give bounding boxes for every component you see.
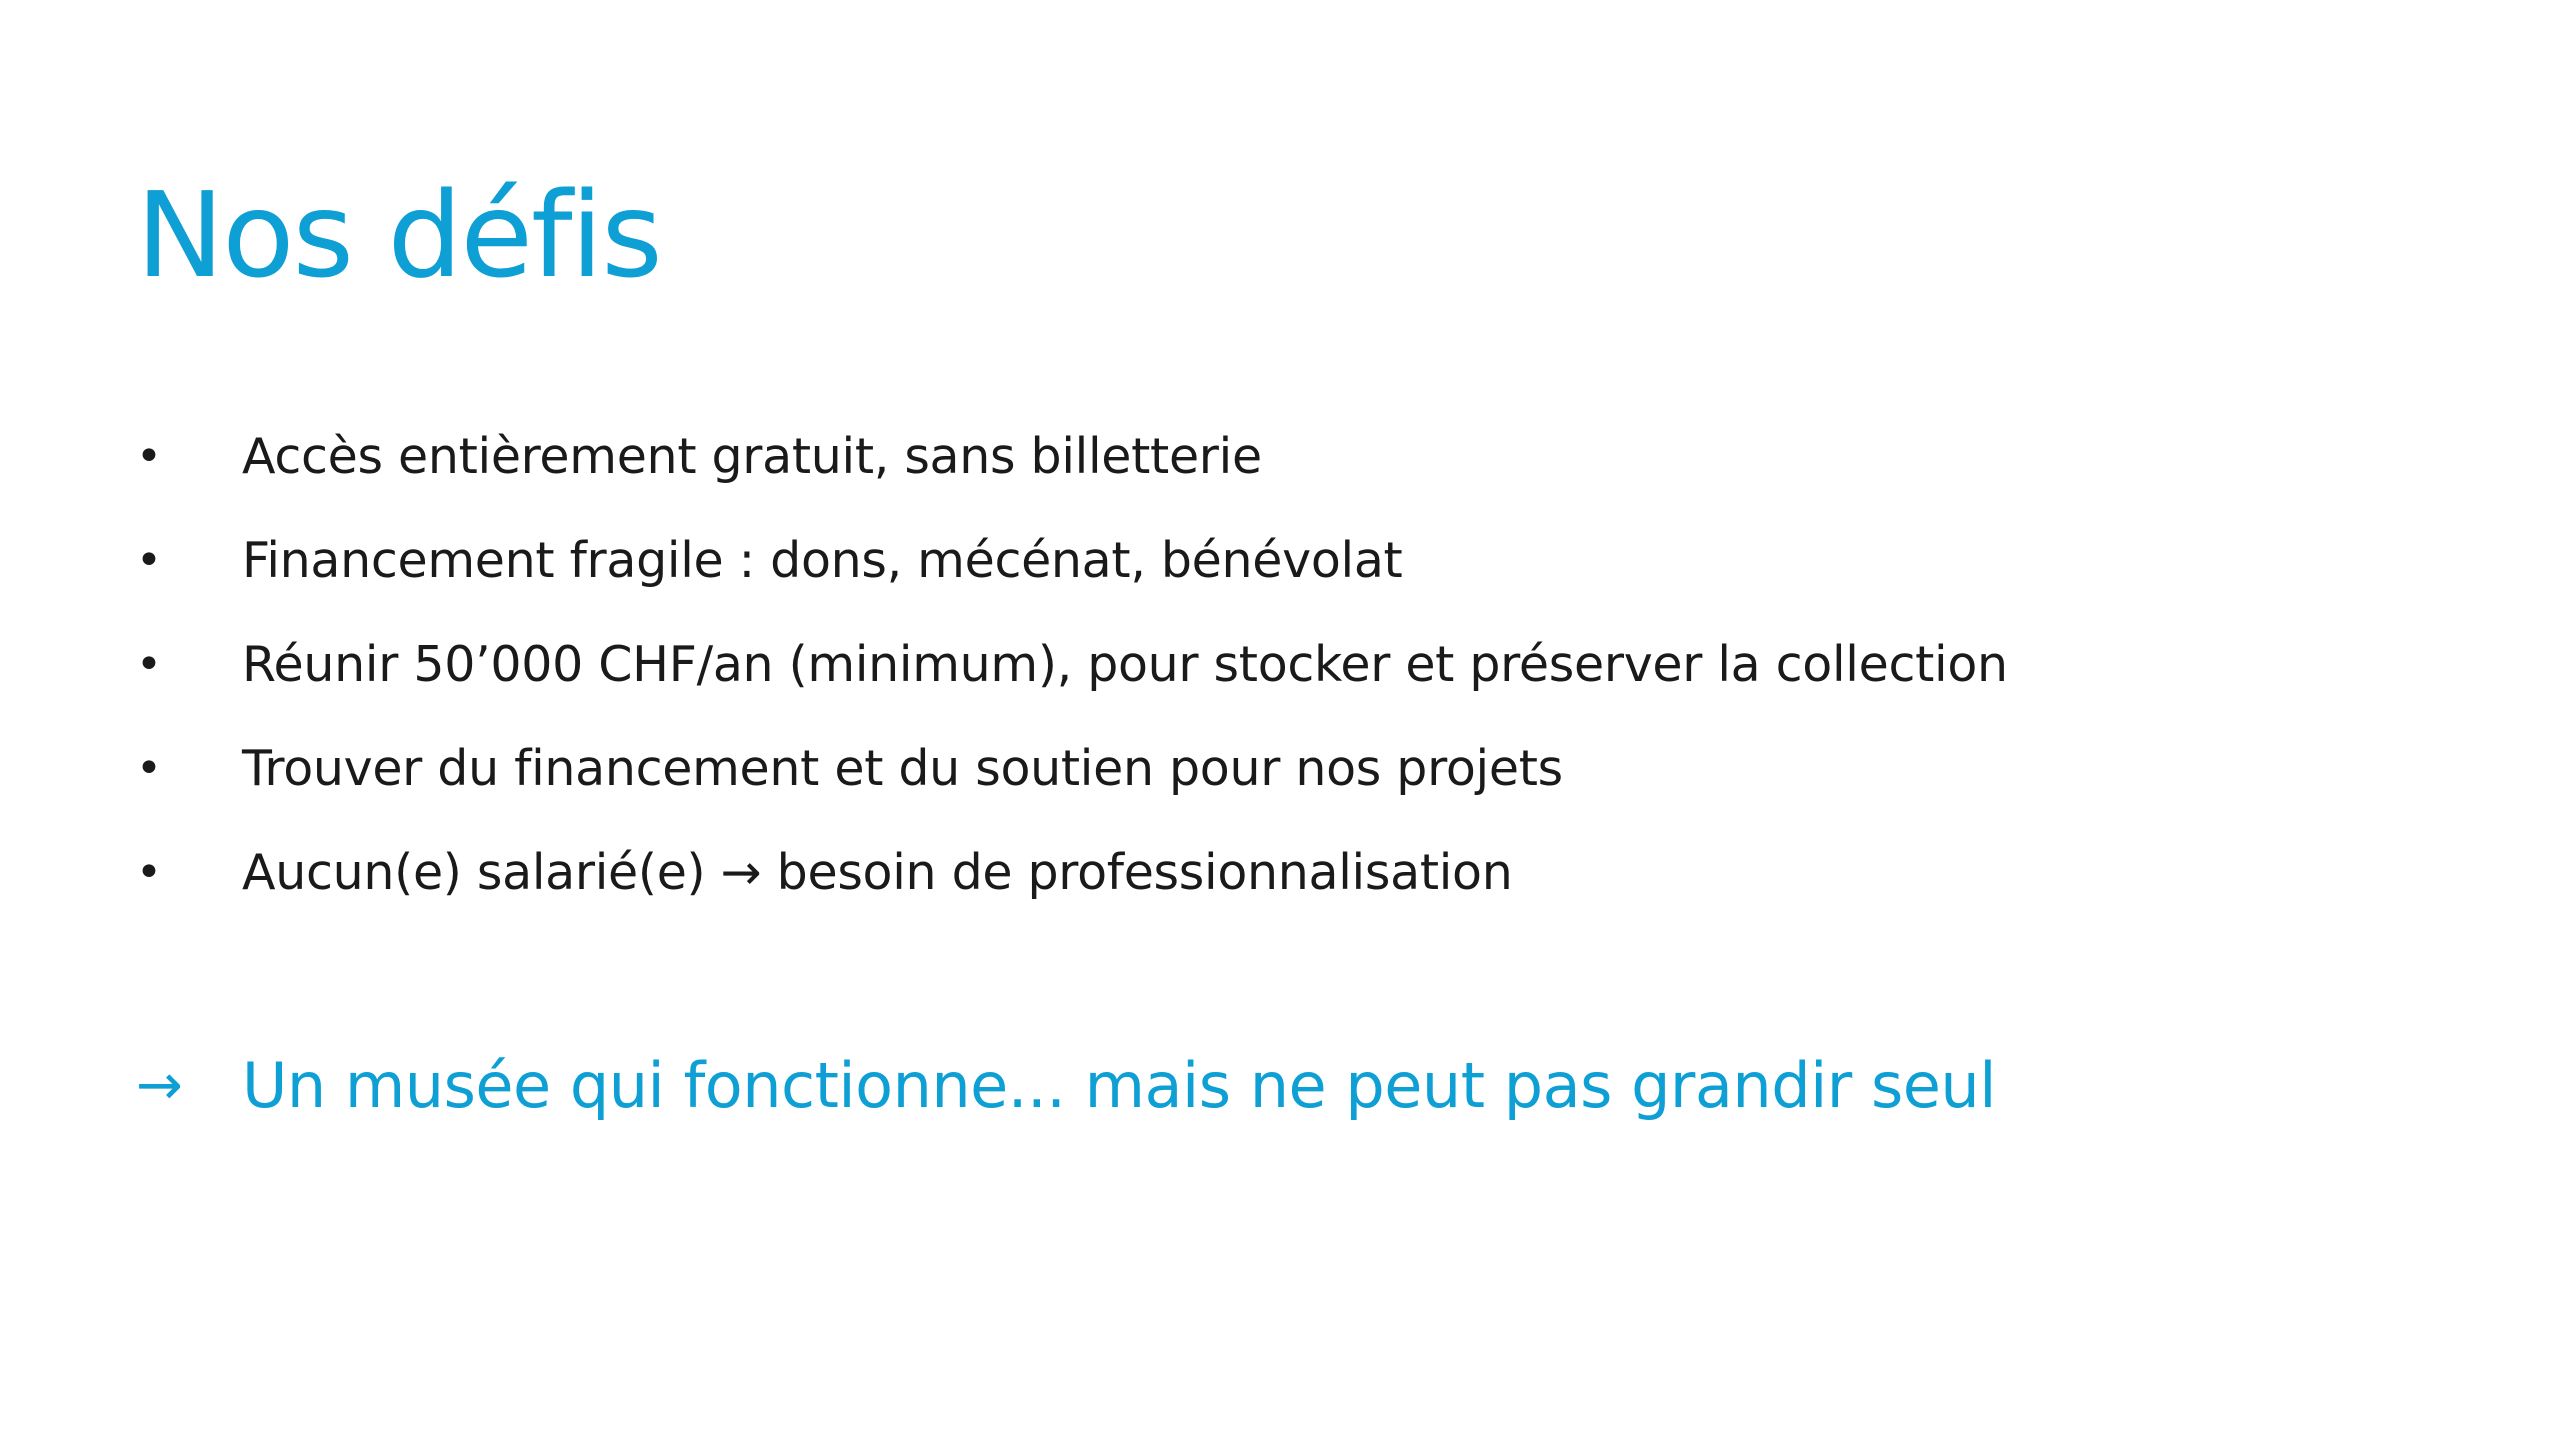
bullet-text: Réunir 50’000 CHF/an (minimum), pour stocker et préserver la collection (242, 635, 2008, 693)
bullet-text: Trouver du financement et du soutien pour nos projets (242, 739, 1563, 797)
bullet-icon: • (136, 430, 162, 482)
conclusion-text: Un musée qui fonctionne... mais ne peut pas grandir seul (242, 1048, 1996, 1122)
bullet-text: Accès entièrement gratuit, sans billetterie (242, 427, 1262, 485)
bullet-icon: • (136, 534, 162, 586)
bullet-icon: • (136, 638, 162, 690)
bullet-text: Aucun(e) salarié(e) → besoin de professionnalisation (242, 843, 1513, 901)
slide-title: Nos défis (136, 166, 661, 304)
bullet-icon: • (136, 846, 162, 898)
arrow-right-icon: → (136, 1052, 183, 1118)
bullet-text: Financement fragile : dons, mécénat, bénévolat (242, 531, 1403, 589)
bullet-icon: • (136, 742, 162, 794)
